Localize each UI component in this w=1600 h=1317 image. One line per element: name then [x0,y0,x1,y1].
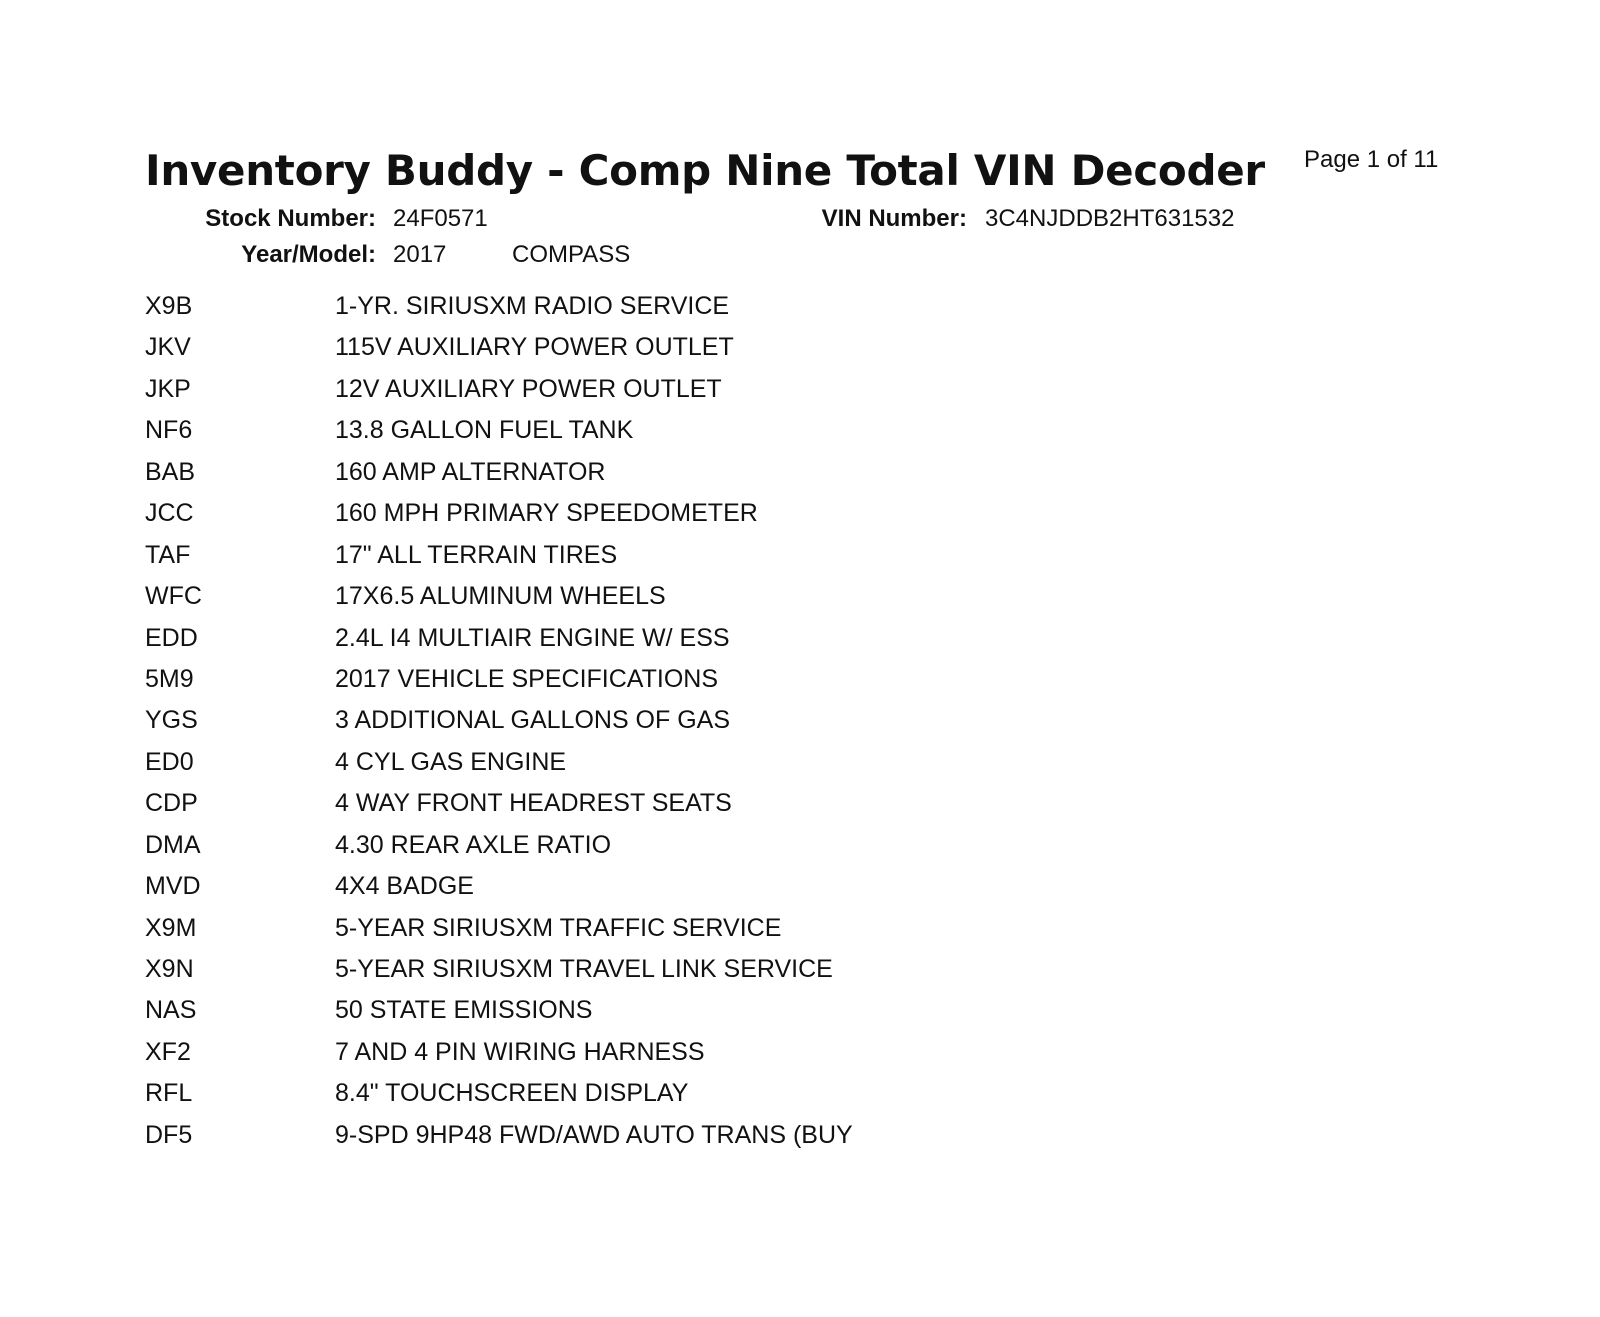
option-description: 5-YEAR SIRIUSXM TRAVEL LINK SERVICE [335,955,833,983]
page-title: Inventory Buddy - Comp Nine Total VIN Decoder [145,146,1265,195]
option-description: 5-YEAR SIRIUSXM TRAFFIC SERVICE [335,913,782,942]
year-model-label: Year/Model: [241,241,376,268]
option-description: 17" ALL TERRAIN TIRES [335,540,618,569]
option-description: 12V AUXILIARY POWER OUTLET [335,374,722,403]
option-description: 8.4" TOUCHSCREEN DISPLAY [335,1079,689,1108]
option-code: CDP [145,789,198,818]
option-code: JKV [145,333,191,362]
option-description: 7 AND 4 PIN WIRING HARNESS [335,1037,705,1066]
vin-number-value: 3C4NJDDB2HT631532 [985,205,1235,232]
option-description: 4 CYL GAS ENGINE [335,747,567,776]
option-code: MVD [145,872,201,901]
option-description: 160 AMP ALTERNATOR [335,457,606,486]
option-code: NF6 [145,416,193,445]
option-code: X9M [145,913,197,942]
option-code: BAB [145,457,196,486]
option-code: JCC [145,499,194,528]
option-code: WFC [145,582,202,611]
option-description: 115V AUXILIARY POWER OUTLET [335,333,734,362]
option-code: EDD [145,623,198,652]
year-value: 2017 [393,241,447,268]
stock-number-value: 24F0571 [393,205,488,232]
option-code: YGS [145,706,198,735]
option-code: JKP [145,374,191,403]
page-indicator: Page 1 of 11 [1304,146,1439,173]
stock-number-label: Stock Number: [205,205,376,232]
option-code: DMA [145,830,201,859]
option-description: 3 ADDITIONAL GALLONS OF GAS [335,706,731,735]
option-code: XF2 [145,1037,191,1066]
option-code: DF5 [145,1120,193,1149]
option-description: 4X4 BADGE [335,872,474,901]
vin-number-label: VIN Number: [821,205,967,232]
option-description: 160 MPH PRIMARY SPEEDOMETER [335,499,758,528]
model-value: COMPASS [512,241,631,268]
option-description: 4 WAY FRONT HEADREST SEATS [335,789,732,818]
option-code: X9B [145,292,193,320]
option-code: ED0 [145,747,194,776]
option-description: 17X6.5 ALUMINUM WHEELS [335,582,666,611]
option-description: 1-YR. SIRIUSXM RADIO SERVICE [335,292,730,320]
option-code: RFL [145,1079,193,1108]
option-description: 2.4L I4 MULTIAIR ENGINE W/ ESS [335,623,730,652]
option-description: 13.8 GALLON FUEL TANK [335,416,634,445]
option-description: 2017 VEHICLE SPECIFICATIONS [335,664,718,693]
option-description: 9-SPD 9HP48 FWD/AWD AUTO TRANS (BUY [335,1120,853,1149]
option-code: X9N [145,955,194,983]
option-code: TAF [145,540,191,569]
option-code: NAS [145,996,197,1025]
option-code: 5M9 [145,664,194,693]
option-description: 50 STATE EMISSIONS [335,996,593,1025]
option-description: 4.30 REAR AXLE RATIO [335,830,612,859]
